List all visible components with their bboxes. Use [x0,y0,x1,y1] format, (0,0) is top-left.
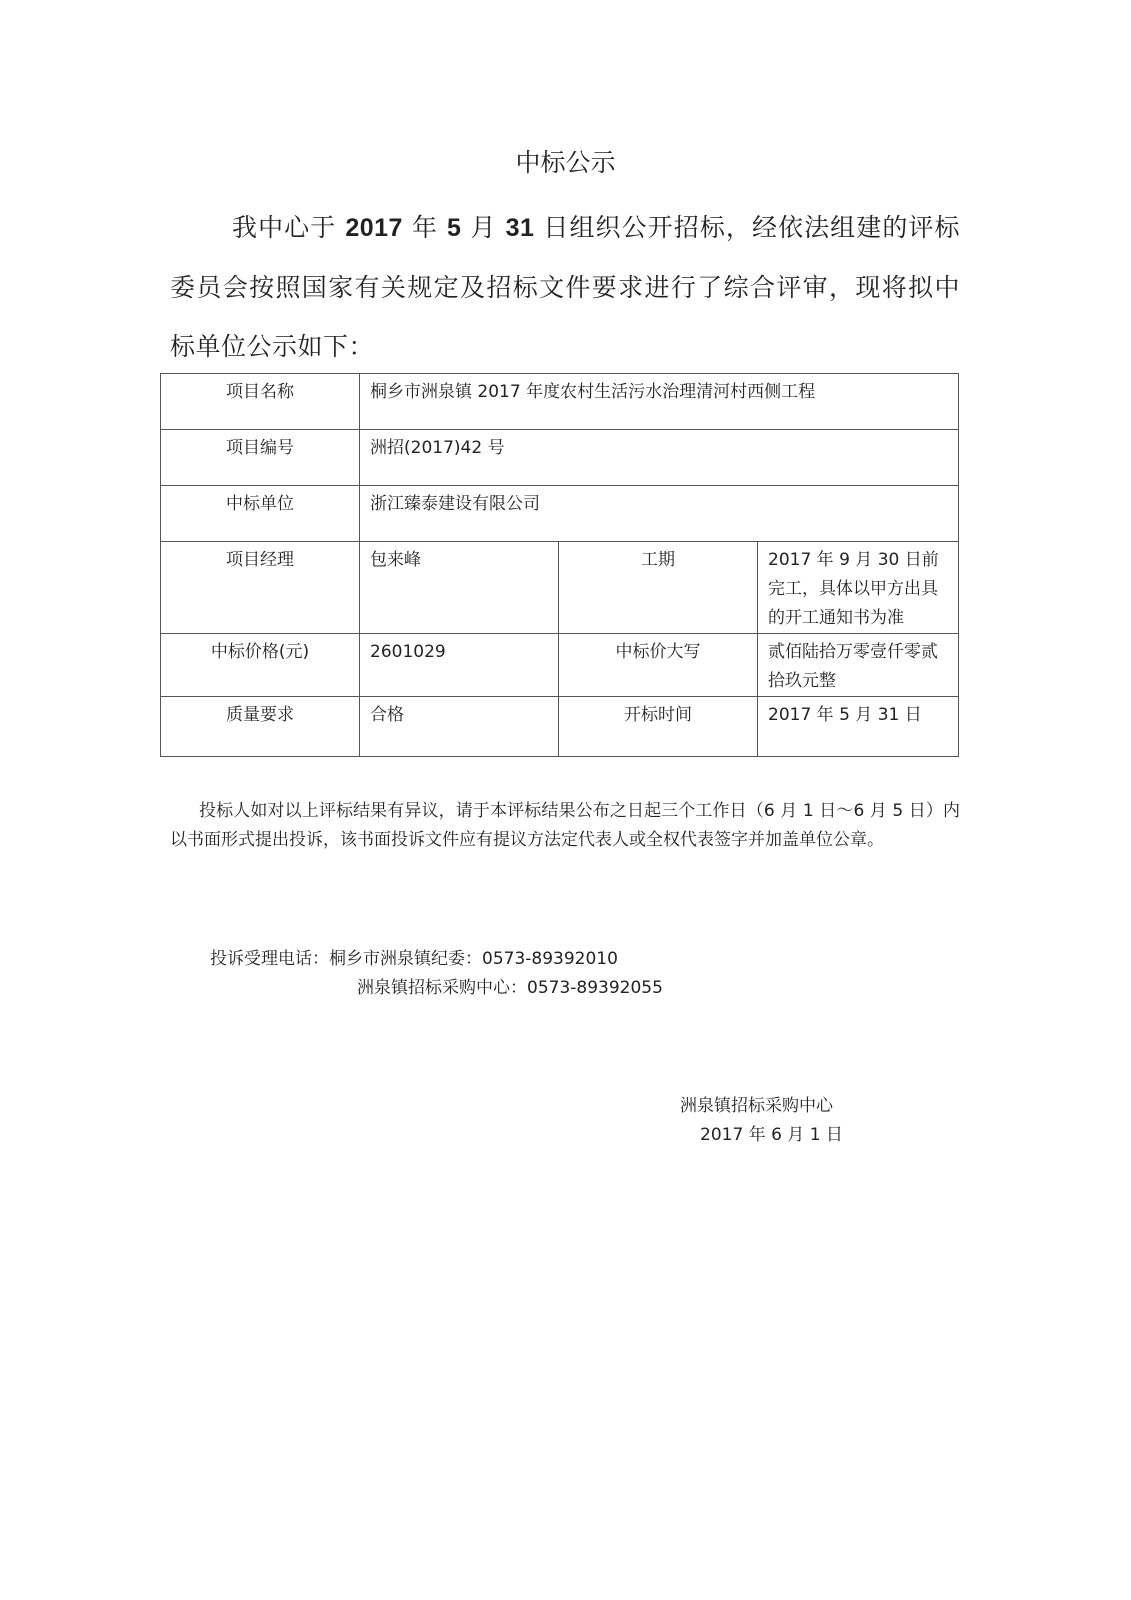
manager-label: 项目经理 [161,542,360,634]
signature-date: 2017 年 6 月 1 日 [700,1125,843,1145]
manager-value: 包来峰 [360,542,559,634]
open-time-value: 2017 年 5 月 31 日 [758,697,959,757]
intro-paragraph [170,198,960,376]
price-label: 中标价格(元) [161,634,360,697]
table-row [161,486,959,542]
intro-text-4: 日组织公开招标，经依法组建的评标委员会按照国家有关规定及招标文件要求进行了综合评审，现将拟中标单位公示如下： [170,213,960,361]
intro-text-2: 年 [402,213,448,242]
project-name-value: 桐乡市洲泉镇 2017 年度农村生活污水治理清河村西侧工程 [360,374,959,430]
duration-value: 2017 年 9 月 30 日前完工，具体以甲方出具的开工通知书为准 [758,542,959,634]
page-title: 中标公示 [515,148,616,177]
intro-text-3: 月 [461,213,506,242]
table-row [161,697,959,757]
intro-text-1: 我中心于 [232,213,346,242]
complaint-phone-line-2: 洲泉镇招标采购中心：0573-89392055 [357,978,663,998]
winner-value: 浙江臻泰建设有限公司 [360,486,959,542]
award-info-table [160,373,959,757]
table-row [161,542,959,634]
project-name-label: 项目名称 [161,374,360,430]
quality-label: 质量要求 [161,697,360,757]
complaint-phone-line-1: 投诉受理电话：桐乡市洲泉镇纪委：0573-89392010 [210,949,618,969]
winner-label: 中标单位 [161,486,360,542]
table-row [161,430,959,486]
project-no-value: 洲招(2017)42 号 [360,430,959,486]
price-upper-value: 贰佰陆拾万零壹仟零贰拾玖元整 [758,634,959,697]
open-time-label: 开标时间 [559,697,758,757]
signature-organization: 洲泉镇招标采购中心 [680,1096,833,1116]
quality-value: 合格 [360,697,559,757]
intro-day: 31 [505,214,535,242]
intro-month: 5 [447,214,462,242]
intro-year: 2017 [345,214,403,242]
objection-note: 投标人如对以上评标结果有异议，请于本评标结果公布之日起三个工作日（6 月 1 日～6 月 5 日）内以书面形式提出投诉，该书面投诉文件应有提议方法定代表人或全权代表签字并加盖单位公章。 [170,801,960,850]
project-no-label: 项目编号 [161,430,360,486]
price-upper-label: 中标价大写 [559,634,758,697]
table-row [161,634,959,697]
table-row [161,374,959,430]
price-value: 2601029 [360,634,559,697]
duration-label: 工期 [559,542,758,634]
